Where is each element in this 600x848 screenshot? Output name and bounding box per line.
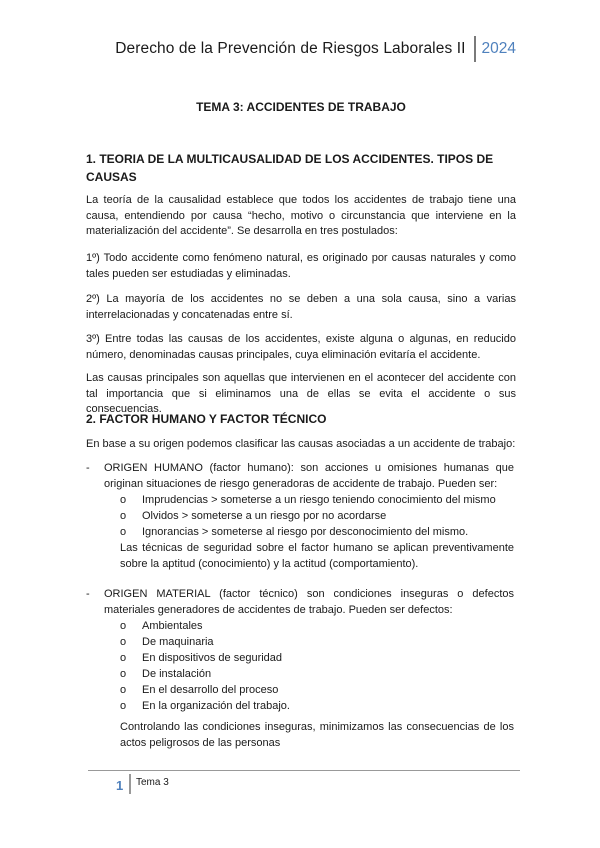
bullet-icon: o	[120, 510, 127, 522]
bullet-icon: o	[120, 700, 127, 712]
header-year: 2024	[474, 36, 516, 62]
principal-causes-paragraph: Las causas principales son aquellas que intervienen en el acontecer del accidente con tal importancia que si eliminamos una de ellas se evita el accidente o sus consecuencias.	[86, 372, 516, 416]
section1-intro: La teoría de la causalidad establece que todos los accidentes de trabajo tiene una causa, entendiendo por causa “hecho, motivo o circunstancia que interviene en la materialización del accidente”. Se desarrolla en tres postulados:	[86, 194, 516, 238]
section1-heading: 1. TEORIA DE LA MULTICAUSALIDAD DE LOS ACCIDENTES. TIPOS DE CAUSAS	[86, 152, 494, 184]
page-number: 1	[116, 778, 124, 793]
bullet-icon: o	[120, 526, 127, 538]
bullet-icon: o	[120, 668, 127, 680]
dash-bullet: -	[86, 588, 90, 600]
section2-heading: 2. FACTOR HUMANO Y FACTOR TÉCNICO	[86, 412, 327, 426]
dash-bullet: -	[86, 462, 90, 474]
material-origin-text: ORIGEN MATERIAL (factor técnico) son condiciones inseguras o defectos materiales generadores de accidentes de trabajo. Pueden ser defectos:	[104, 588, 514, 616]
postulate-1: 1º) Todo accidente como fenómeno natural, es originado por causas naturales y como tales pueden ser estudiadas y eliminadas.	[86, 252, 516, 280]
footer-label: Tema 3	[136, 777, 169, 788]
footer-rule	[88, 770, 520, 771]
page-title: TEMA 3: ACCIDENTES DE TRABAJO	[196, 100, 406, 114]
bullet-icon: o	[120, 652, 127, 664]
header-title: Derecho de la Prevención de Riesgos Laborales II	[115, 40, 466, 57]
bullet-icon: o	[120, 620, 127, 632]
postulate-2: 2º) La mayoría de los accidentes no se deben a una sola causa, sino a varias interrelacionadas y concatenadas entre sí.	[86, 293, 516, 321]
human-origin-text: ORIGEN HUMANO (factor humano): son acciones u omisiones humanas que originan situaciones de riesgo generadoras de accidente de trabajo. Pueden ser:	[104, 462, 514, 490]
page-header	[115, 36, 516, 62]
human-origin-note: Las técnicas de seguridad sobre el factor humano se aplican preventivamente sobre la aptitud (conocimiento) y la actitud (comportamiento).	[120, 542, 514, 570]
bullet-icon: o	[120, 684, 127, 696]
material-origin-note: Controlando las condiciones inseguras, minimizamos las consecuencias de los actos peligrosos de las personas	[120, 721, 514, 749]
footer-divider	[129, 774, 131, 794]
postulate-3: 3º) Entre todas las causas de los accidentes, existe alguna o algunas, en reducido número, denominadas causas principales, cuya eliminación evitaría el accidente.	[86, 333, 516, 361]
section2-intro: En base a su origen podemos clasificar las causas asociadas a un accidente de trabajo:	[86, 438, 516, 450]
bullet-icon: o	[120, 494, 127, 506]
bullet-icon: o	[120, 636, 127, 648]
